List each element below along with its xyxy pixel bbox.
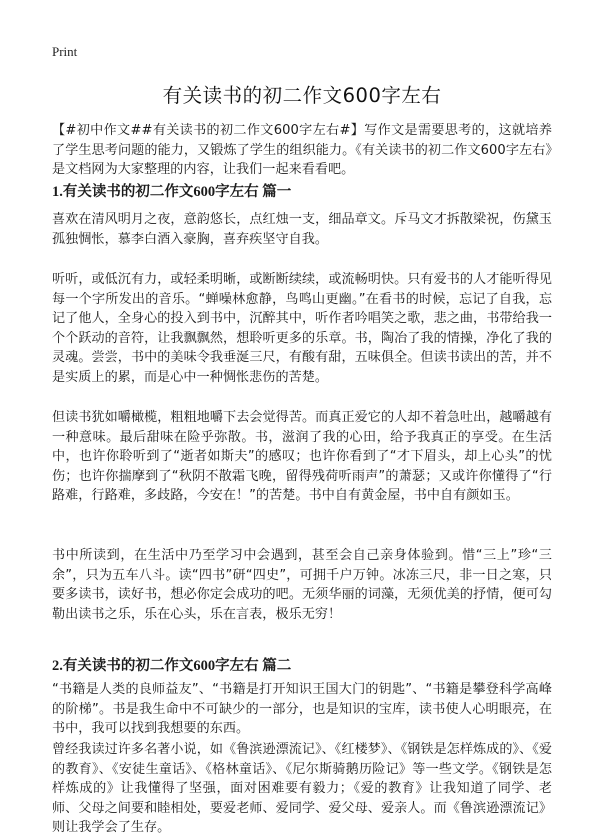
section-1-paragraph-3: 但读书犹如嚼橄榄，粗粗地嚼下去会觉得苦。而真正爱它的人却不着急吐出，越嚼越有一种意味。最后甜味在险乎弥散。书，滋润了我的心田，给予我真正的享受。在生活中，也许你聆听到了“逝者如斯夫”的感叹；也许你看到了“才下眉头，却上心头”的忧伤；也许你揣摩到了“秋阴不散霜飞晚，留得残荷听雨声”的萧瑟；又或许你懂得了“行路难，行路难，多歧路，今安在！”的苦楚。书中自有黄金屋，书中自有颜如玉。 [52, 410, 552, 503]
section-1-paragraph-1: 喜欢在清风明月之夜，意韵悠长，点红烛一支，细品章文。斥马文才拆散梁祝，伤黛玉孤独惆怅，慕李白酒入豪胸，喜弃疾坚守自我。 [52, 212, 552, 247]
section-1-paragraph-2: 听听，或低沉有力，或轻柔明晰，或断断续续，或流畅明快。只有爱书的人才能听得见每一个字所发出的音乐。“蝉噪林愈静，鸟鸣山更幽。”在看书的时候，忘记了自我，忘记了他人，全身心的投入到书中，沉醉其中，听作者吟唱笑之歌，悲之曲，书带给我一个个跃动的音符，让我飘飘然，想聆听更多的乐章。书，陶冶了我的情操，净化了我的灵魂。尝尝，书中的美味令我垂涎三尺，有酸有甜，五味俱全。但读书读出的苦，并不是实质上的累，而是心中一种惆怅悲伤的苦楚。 [52, 272, 552, 385]
page-title: 有关读书的初二作文600字左右 [162, 84, 442, 107]
section-2-paragraph-1: “书籍是人类的良师益友”、“书籍是打开知识王国大门的钥匙”、“书籍是攀登科学高峰的阶梯”。书是我生命中不可缺少的一部分，也是知识的宝库，读书使人心明眼亮，在书中，我可以找到我想要的东西。 [52, 682, 552, 736]
section-heading-2: 2.有关读书的初二作文600字左右 篇二 [52, 658, 292, 674]
print-label[interactable]: Print [52, 44, 78, 59]
intro-paragraph: 【#初中作文##有关读书的初二作文600字左右#】写作文是需要思考的，这就培养了学生思考问题的能力，又锻炼了学生的组织能力。《有关读书的初二作文600字左右》是文档网为大家整理的内容，让我们一起来看看吧。 [52, 123, 552, 177]
section-1-paragraph-4: 书中所读到，在生活中乃至学习中会遇到，甚至会自己亲身体验到。惜“三上”珍“三余”，只为五车八斗。读“四书”研“四史”，可拥千户万钟。冰冻三尺，非一日之寒，只要多读书，读好书，想必你定会成功的吧。无须华丽的词藻，无须优美的抒情，便可勾勒出读书之乐，乐在心头，乐在言表，极乐无穷！ [52, 548, 552, 622]
section-heading-1: 1.有关读书的初二作文600字左右 篇一 [52, 184, 292, 200]
section-2-paragraph-2: 曾经我读过许多名著小说，如《鲁滨逊漂流记》、《红楼梦》、《钢铁是怎样炼成的》、《爱的教育》、《安徒生童话》、《格林童话》、《尼尔斯骑鹅历险记》等一些文学。《钢铁是怎样炼成的》让我懂得了坚强，面对困难要有毅力；《爱的教育》让我知道了同学、老师、父母之间要和睦相处，要爱老师、爱同学、爱父母、爱亲人。而《鲁滨逊漂流记》则让我学会了生存。 [52, 742, 552, 835]
